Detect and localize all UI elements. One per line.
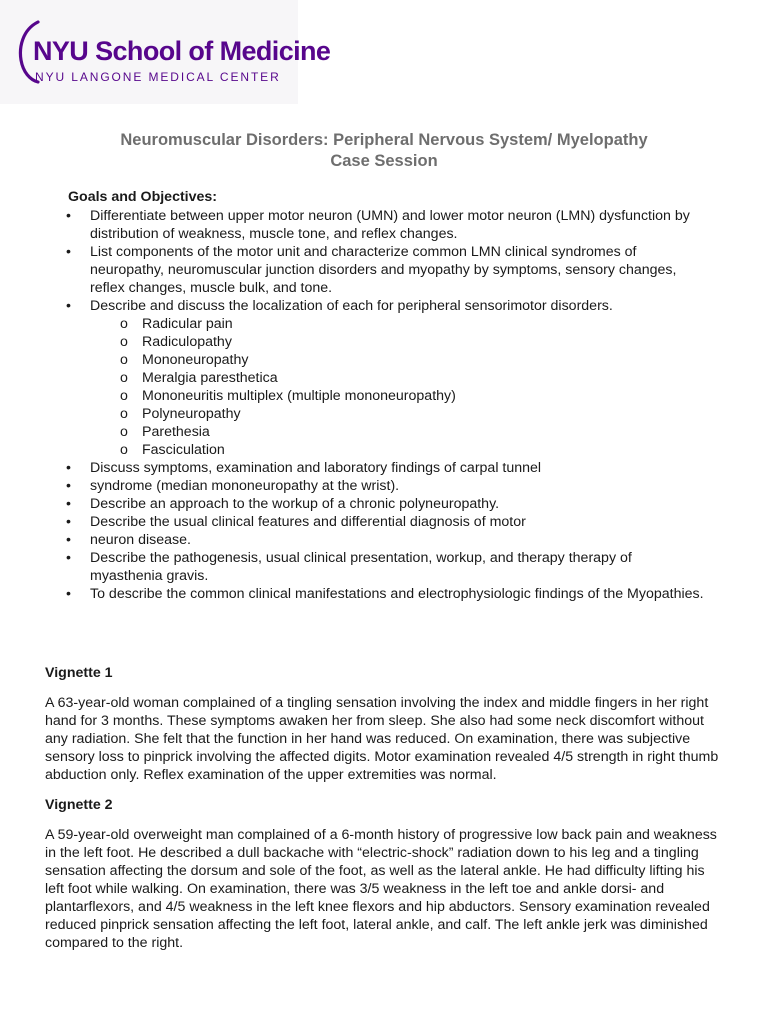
list-item: • neuron disease.: [66, 531, 706, 549]
logo-subtitle: NYU LANGONE MEDICAL CENTER: [35, 70, 281, 84]
logo-title: NYU School of Medicine: [33, 36, 331, 66]
list-item: • To describe the common clinical manifestations and electrophysiologic findings of the Myopathies.: [66, 585, 706, 603]
vignette-2-text: A 59-year-old overweight man complained of a 6-month history of progressive low back pain and weakness in the left foot. He described a dull backache with “electric-shock” radiation down to his leg and a tingling sensation affecting the dorsum and sole of the foot, as well as the lateral ankle. He had difficulty lifting his left foot while walking. On examination, there was 3/5 weakness in the left toe and ankle dorsi- and plantarflexors, and 4/5 weakness in the left knee flexors and hip abductors. Sensory examination revealed reduced pinprick sensation affecting the left foot, lateral ankle, and calf. The left ankle jerk was diminished compared to the right.: [45, 827, 717, 951]
sub-list-item: o Meralgia paresthetica: [120, 369, 706, 387]
sub-list-item: o Mononeuritis multiplex (multiple mononeuropathy): [120, 387, 706, 405]
vignette-1-heading: Vignette 1: [45, 665, 113, 681]
list-item: • List components of the motor unit and characterize common LMN clinical syndromes of neuropathy, neuromuscular junction disorders and myopathy by symptoms, sensory changes, reflex changes, muscle bulk, and tone.: [66, 243, 706, 297]
document-title: [0, 130, 768, 172]
vignette-1-text: A 63-year-old woman complained of a tingling sensation involving the index and middle fingers in her right hand for 3 months. These symptoms awaken her from sleep. She also had some neck discomfort without any radiation. She felt that the function in her hand was reduced. On examination, there was subjective sensory loss to pinprick involving the affected digits. Motor examination revealed 4/5 strength in right thumb abduction only. Reflex examination of the upper extremities was normal.: [45, 695, 719, 783]
sub-list-item: o Parethesia: [120, 423, 706, 441]
goals-section: [66, 188, 706, 603]
sub-list-item: o Fasciculation: [120, 441, 706, 459]
list-item: [66, 297, 706, 459]
localization-sublist: [90, 315, 706, 459]
list-item: • Describe an approach to the workup of a chronic polyneuropathy.: [66, 495, 706, 513]
sub-list-item: o Polyneuropathy: [120, 405, 706, 423]
logo: [0, 0, 331, 104]
sub-list-item: o Mononeuropathy: [120, 351, 706, 369]
list-item: • Describe the usual clinical features and differential diagnosis of motor: [66, 513, 706, 531]
sub-list-item: o Radiculopathy: [120, 333, 706, 351]
document-title-line-2: Case Session: [330, 152, 438, 170]
goals-heading: Goals and Objectives:: [68, 189, 218, 205]
vignette-1: [45, 664, 725, 784]
list-item: • syndrome (median mononeuropathy at the wrist).: [66, 477, 706, 495]
goals-list: [66, 207, 706, 603]
vignette-2-heading: Vignette 2: [45, 797, 113, 813]
vignette-2: [45, 796, 725, 952]
list-item-text: Describe and discuss the localization of each for peripheral sensorimotor disorders.: [90, 298, 613, 314]
sub-list-item: o Radicular pain: [120, 315, 706, 333]
list-item: • Differentiate between upper motor neuron (UMN) and lower motor neuron (LMN) dysfunction by distribution of weakness, muscle tone, and reflex changes.: [66, 207, 706, 243]
list-item: • Describe the pathogenesis, usual clinical presentation, workup, and therapy therapy of myasthenia gravis.: [66, 549, 706, 585]
list-item: • Discuss symptoms, examination and laboratory findings of carpal tunnel: [66, 459, 706, 477]
document-title-line-1: Neuromuscular Disorders: Peripheral Nervous System/ Myelopathy: [120, 131, 648, 149]
